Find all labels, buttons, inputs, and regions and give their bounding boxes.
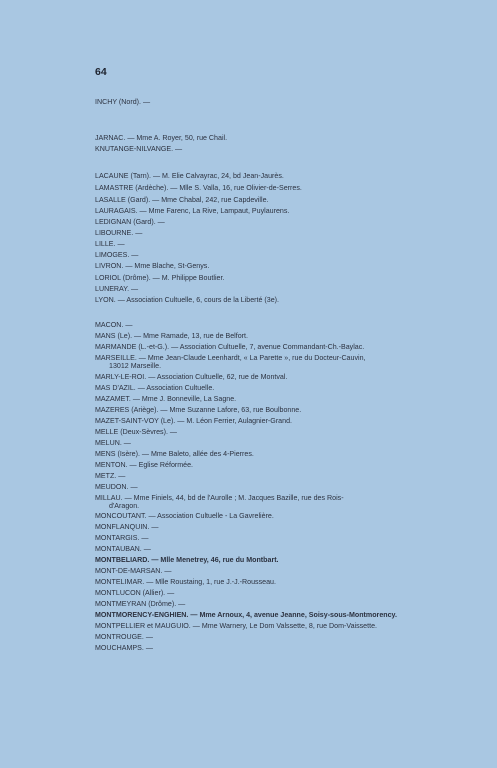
directory-entry-lyon xyxy=(95,296,425,304)
directory-entry-mazamet xyxy=(95,395,425,403)
directory-entry-mens xyxy=(95,450,425,458)
directory-entry-melle xyxy=(95,428,425,436)
entry-text: LEDIGNAN (Gard). — xyxy=(95,218,165,226)
entry-text: MACON. — xyxy=(95,321,133,329)
entry-text: MONFLANQUIN. — xyxy=(95,523,159,531)
entry-text: LIVRON. — Mme Blache, St-Genys. xyxy=(95,262,210,270)
directory-entry-marly xyxy=(95,373,425,381)
entry-text: MAZAMET. — Mme J. Bonneville, La Sagne. xyxy=(95,395,237,403)
entry-text: MAZET-SAINT-VOY (Le). — M. Léon Ferrier, Aulagnier-Grand. xyxy=(95,417,292,425)
directory-entry-moncoutant xyxy=(95,512,425,520)
directory-entry-mouchamps xyxy=(95,644,425,652)
entry-text: LACAUNE (Tarn). — M. Elie Calvayrac, 24, bd Jean-Jaurès. xyxy=(95,172,284,180)
entry-text: MARLY-LE-ROI. — Association Cultuelle, 62, rue de Montval. xyxy=(95,373,288,381)
entry-text: LASALLE (Gard). — Mme Chabal, 242, rue Capdeville. xyxy=(95,196,269,204)
directory-entry-montauban xyxy=(95,545,425,553)
directory-entry-ledignan xyxy=(95,218,425,226)
entry-text: MONTROUGE. — xyxy=(95,633,153,641)
entry-text: LILLE. — xyxy=(95,240,125,248)
directory-entry-knutange xyxy=(95,145,425,153)
entry-text: MONTLUCON (Allier). — xyxy=(95,589,175,597)
directory-entry-lauragais xyxy=(95,207,425,215)
entry-text: MAS D'AZIL. — Association Cultuelle. xyxy=(95,384,215,392)
directory-entry-marmande xyxy=(95,343,425,351)
entry-text: MAZERES (Ariège). — Mme Suzanne Lafore, 63, rue Boulbonne. xyxy=(95,406,302,414)
entry-text: LUNERAY. — xyxy=(95,285,139,293)
directory-entry-monflanquin xyxy=(95,523,425,531)
entry-text: LAURAGAIS. — Mme Farenc, La Rive, Lampaut, Puylaurens. xyxy=(95,207,290,215)
directory-entry-libourne xyxy=(95,229,425,237)
entry-text: MANS (Le). — Mme Ramade, 13, rue de Belfort. xyxy=(95,332,248,340)
entry-text: LIMOGES. — xyxy=(95,251,139,259)
directory-entry-menton xyxy=(95,461,425,469)
entry-text: LIBOURNE. — xyxy=(95,229,143,237)
directory-entry-macon xyxy=(95,321,425,329)
entry-text: MONTPELLIER et MAUGUIO. — Mme Warnery, Le Dom Valssette, 8, rue Dom-Vaissette. xyxy=(95,622,377,630)
directory-entry-montbeliard xyxy=(95,556,425,564)
directory-entry-marseille xyxy=(95,354,425,370)
directory-entry-melun xyxy=(95,439,425,447)
directory-entry-mans xyxy=(95,332,425,340)
entry-text: MONTELIMAR. — Mlle Roustaing, 1, rue J.-J.-Rousseau. xyxy=(95,578,276,586)
entry-text: MONCOUTANT. — Association Cultuelle - La Gavrelière. xyxy=(95,512,274,520)
directory-entry-loriol xyxy=(95,274,425,282)
directory-entry-mazet xyxy=(95,417,425,425)
directory-entry-limoges xyxy=(95,251,425,259)
entry-text: MONTBELIARD. — Mlle Menetrey, 46, rue du Montbart. xyxy=(95,556,279,564)
directory-entry-mazeres xyxy=(95,406,425,414)
entry-text: JARNAC. — Mme A. Royer, 50, rue Chail. xyxy=(95,134,228,142)
entry-continuation: 13012 Marseille. xyxy=(109,362,162,371)
entry-text: LAMASTRE (Ardèche). — Mlle S. Valla, 16, rue Olivier-de-Serres. xyxy=(95,184,302,192)
directory-entry-montdemarsan xyxy=(95,567,425,575)
directory-entry-metz xyxy=(95,472,425,480)
directory-entry-montargis xyxy=(95,534,425,542)
entry-text: METZ. — xyxy=(95,472,126,480)
entry-text: MONTAUBAN. — xyxy=(95,545,151,553)
page-number: 64 xyxy=(95,66,107,78)
directory-entry-lacaune xyxy=(95,172,425,180)
directory-entry-livron xyxy=(95,262,425,270)
directory-entry-lille xyxy=(95,240,425,248)
entry-text: MONTMEYRAN (Drôme). — xyxy=(95,600,186,608)
entry-text: MOUCHAMPS. — xyxy=(95,644,153,652)
entry-text: KNUTANGE-NILVANGE. — xyxy=(95,145,183,153)
directory-entry-masdazil xyxy=(95,384,425,392)
entry-text: MARSEILLE. — Mme Jean-Claude Leenhardt, « La Parette », rue du Docteur-Cauvin, xyxy=(95,354,366,362)
entry-text: MELUN. — xyxy=(95,439,131,447)
entry-text: MENTON. — Eglise Réformée. xyxy=(95,461,194,469)
directory-entry-montpellier xyxy=(95,622,425,630)
directory-entry-montmeyran xyxy=(95,600,425,608)
directory-entry-millau xyxy=(95,494,425,510)
directory-entry-luneray xyxy=(95,285,425,293)
entry-text: INCHY (Nord). — xyxy=(95,98,151,106)
directory-entry-lamastre xyxy=(95,184,425,192)
directory-entry-meudon xyxy=(95,483,425,491)
directory-entry-lasalle xyxy=(95,196,425,204)
directory-entry-montmorency xyxy=(95,611,425,619)
entry-text: LYON. — Association Cultuelle, 6, cours de la Liberté (3e). xyxy=(95,296,280,304)
directory-entry-montlucon xyxy=(95,589,425,597)
entry-text: LORIOL (Drôme). — M. Philippe Boutlier. xyxy=(95,274,225,282)
entry-continuation: d'Aragon. xyxy=(109,502,140,511)
directory-entry-inchy xyxy=(95,98,425,106)
entry-text: MILLAU. — Mme Finiels, 44, bd de l'Aurolle ; M. Jacques Bazille, rue des Rois- xyxy=(95,494,344,502)
directory-entry-montelimar xyxy=(95,578,425,586)
directory-entry-montrouge xyxy=(95,633,425,641)
directory-entry-jarnac xyxy=(95,134,425,142)
entry-text: MENS (Isère). — Mme Baleto, allée des 4-Pierres. xyxy=(95,450,254,458)
entry-text: MONTMORENCY-ENGHIEN. — Mme Arnoux, 4, avenue Jeanne, Soisy-sous-Montmorency. xyxy=(95,611,397,619)
entry-text: MONT-DE-MARSAN. — xyxy=(95,567,172,575)
entry-text: MARMANDE (L.-et-G.). — Association Cultuelle, 7, avenue Commandant-Ch.-Baylac. xyxy=(95,343,365,351)
entry-text: MELLE (Deux-Sèvres). — xyxy=(95,428,177,436)
entry-text: MEUDON. — xyxy=(95,483,138,491)
entry-text: MONTARGIS. — xyxy=(95,534,149,542)
